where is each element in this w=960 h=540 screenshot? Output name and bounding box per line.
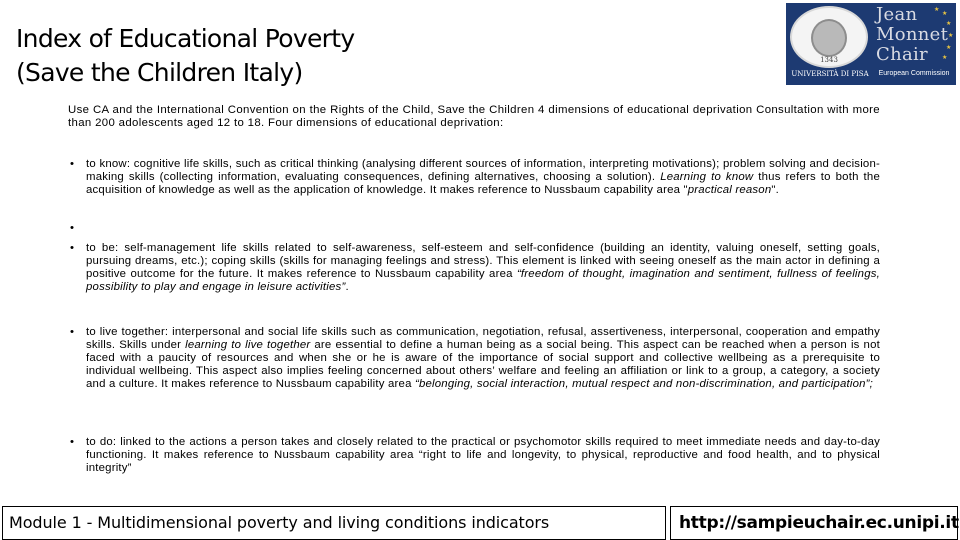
seal-portrait: [811, 19, 847, 57]
eu-star-icon: ★: [942, 55, 948, 61]
slide-title-line1: Index of Educational Poverty: [16, 24, 355, 53]
dimension-term: to be:: [86, 242, 119, 254]
jean-monnet-mark: [872, 5, 954, 69]
dimension-text: self-management life skills related to self-awareness, self-esteem and self-confidence (building an identity, valuing oneself, setting goals, pursuing dreams, etc.); coping skills (skills for managing feelings and stress). This element is linked with seeing oneself as the main actor in defining a positive outcome for the future. It makes reference to Nussbaum capability area: [86, 242, 881, 280]
bullet-glyph: •: [70, 242, 75, 254]
eu-star-icon: ★: [946, 21, 952, 27]
bullet-glyph: •: [70, 436, 75, 448]
jean-monnet-chair-logo: [786, 3, 956, 85]
dimension-text: cognitive life skills, such as critical thinking (analysing different sources of information, interpreting motivations); problem solving and decision-making skills (collecting information, evaluating consequences, defining alternatives, choosing a solution).: [86, 158, 880, 183]
slide-title-line2: (Save the Children Italy): [16, 58, 303, 87]
university-seal-icon: [790, 6, 868, 68]
dimension-term: to know:: [86, 158, 131, 170]
logo-caption-university: UNIVERSITÀ DI PISA: [791, 70, 869, 78]
dimension-italic: “freedom of thought, imagination and sentiment, fullness of feelings, possibility to play and engage in leisure activities”: [86, 268, 880, 293]
eu-star-icon: ★: [942, 11, 948, 17]
dimension-text: thus refers to both the acquisition of knowledge as well as the application of knowledge. It makes reference to Nussbaum capability area ": [86, 171, 880, 196]
dimension-italic: practical reason: [687, 184, 772, 196]
dimension-italic: Learning to know: [660, 171, 754, 183]
bullet-glyph: •: [70, 326, 75, 338]
dimension-text: ".: [771, 184, 779, 196]
dimension-text: are essential to define a human being as a social being. This aspect can be reached when a person is not faced with a paucity of resources and when she or he is aware of the importance of social support and collective wellbeing as a prerequisite to individual wellbeing. This aspect also implies feeling concerned about others’ welfare and feeling an affiliation or link to a group, a category, a society and a culture. It makes reference to Nussbaum capability area: [86, 339, 880, 390]
eu-star-icon: ★: [934, 7, 940, 13]
list-item-to-know: [68, 158, 880, 197]
dimension-text: linked to the actions a person takes and closely related to the practical or psychomotor skills required to meet immediate needs and day-to-day functioning. It makes reference to Nussbaum capability area “right to life and longevity, to physical, reproductive and food health, and to physical integrity”: [86, 436, 881, 474]
logo-jean: Jean: [876, 4, 918, 25]
list-item-to-do: [68, 436, 880, 475]
dimension-term: to live together:: [86, 326, 169, 338]
list-item-to-live-together: [68, 326, 880, 391]
logo-chair: Chair: [876, 44, 928, 65]
footer-website-link[interactable]: http://sampieuchair.ec.unipi.it: [670, 506, 958, 540]
dimension-text: .: [345, 281, 349, 293]
dimension-term: to do:: [86, 436, 117, 448]
dimension-text: interpersonal and social life skills such as communication, negotiation, refusal, assertiveness, interpersonal, cooperation and empathy skills. Skills under: [86, 326, 880, 351]
footer-module-title: Module 1 - Multidimensional poverty and living conditions indicators: [2, 506, 666, 540]
dimension-italic: learning to live together: [185, 339, 311, 351]
list-item-to-be: [68, 242, 880, 294]
seal-year: 1343: [820, 56, 838, 64]
dimension-italic: “belonging, social interaction, mutual respect and non-discrimination, and participation”;: [414, 378, 874, 390]
intro-paragraph: Use CA and the International Convention on the Rights of the Child, Save the Children 4 dimensions of educational deprivation Consultation with more than 200 adolescents aged 12 to 18. Four dimensions of educational deprivation:: [68, 104, 880, 129]
bullet-glyph: •: [70, 158, 75, 170]
logo-caption-commission: European Commission: [878, 70, 950, 77]
eu-star-icon: ★: [948, 33, 954, 39]
slide-title: [16, 22, 536, 90]
bullet-glyph: •: [70, 222, 75, 234]
eu-star-icon: ★: [946, 45, 952, 51]
logo-monnet: Monnet: [876, 24, 949, 45]
